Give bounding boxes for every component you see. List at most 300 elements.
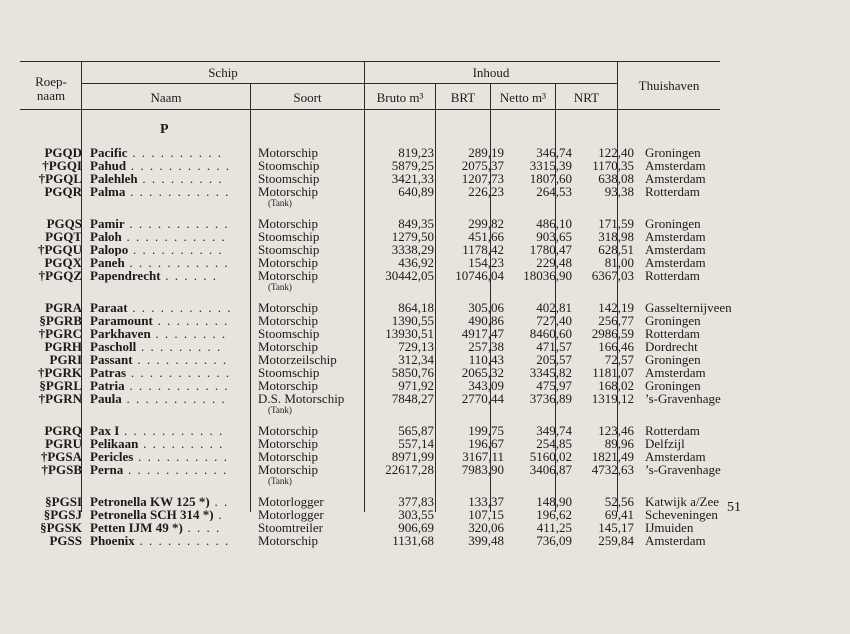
- home-port: Groningen: [645, 145, 701, 160]
- netto-m3: 736,09: [536, 533, 572, 548]
- call-sign: †PGRC: [38, 326, 82, 341]
- nrt-value: 256,77: [598, 313, 634, 328]
- call-sign: §PGSJ: [43, 507, 82, 522]
- ship-type: Motorschip: [258, 268, 318, 283]
- ship-type-cell: [254, 463, 368, 486]
- leader-dots: . .: [209, 495, 229, 508]
- ship-name: Paula: [90, 392, 122, 406]
- ship-type: Stoomschip: [258, 158, 320, 173]
- group-spacer: [20, 208, 745, 217]
- bruto-m3: 7848,27: [391, 391, 434, 406]
- ship-type: Motorzeilschip: [258, 352, 337, 367]
- netto-m3: 18036,90: [523, 268, 572, 283]
- brt-value: 107,15: [468, 507, 504, 522]
- call-sign: †PGQU: [37, 242, 82, 257]
- nrt-value: 628,51: [598, 242, 634, 257]
- ship-name-cell: [86, 340, 254, 353]
- tank-note: (Tank): [268, 405, 292, 415]
- brt-value: 2075,37: [461, 158, 504, 173]
- leader-dots: . . . . . . . .: [150, 327, 227, 340]
- page-number: 51: [727, 500, 741, 515]
- section-letter: P: [160, 122, 169, 137]
- leader-dots: . . . . . . . . . .: [128, 243, 224, 256]
- nrt-value: 638,08: [598, 171, 634, 186]
- header-naam: Naam: [150, 90, 182, 105]
- bruto-m3: 8971,99: [391, 449, 434, 464]
- ship-type: Motorschip: [258, 145, 318, 160]
- bruto-m3: 906,69: [398, 520, 434, 535]
- ship-name: Parkhaven: [90, 327, 151, 340]
- home-port: Amsterdam: [645, 449, 706, 464]
- table-row: [20, 353, 745, 366]
- ship-name-cell: [86, 366, 254, 379]
- ship-name: Pelikaan: [90, 437, 139, 450]
- table-row: [20, 172, 745, 185]
- netto-m3: 8460,60: [529, 326, 572, 341]
- brt-value: 7983,90: [461, 462, 504, 477]
- leader-dots: . . . . . . . .: [152, 314, 229, 327]
- leader-dots: . . . . . . . . .: [136, 340, 222, 353]
- nrt-value: 122,40: [598, 145, 634, 160]
- header-thuishaven: Thuishaven: [638, 78, 700, 93]
- leader-dots: . . . . . . . . . . .: [119, 424, 224, 437]
- home-port: Dordrecht: [645, 339, 698, 354]
- table-row: [20, 256, 745, 269]
- ship-name: Palopo: [90, 243, 129, 256]
- home-port: Groningen: [645, 216, 701, 231]
- table-row: [20, 392, 745, 415]
- brt-value: 320,06: [468, 520, 504, 535]
- home-port: Katwijk a/Zee: [645, 494, 719, 509]
- table-row: [20, 217, 745, 230]
- ship-name: Paloh: [90, 230, 122, 243]
- top-rule: [20, 61, 720, 62]
- ship-type-cell: [254, 269, 368, 292]
- netto-m3: 402,81: [536, 300, 572, 315]
- table-row: [20, 379, 745, 392]
- leader-dots: . . . . . . . . . .: [127, 146, 223, 159]
- brt-value: 199,75: [468, 423, 504, 438]
- bruto-m3: 819,23: [398, 145, 434, 160]
- table-row: [20, 146, 745, 159]
- home-port: Amsterdam: [645, 365, 706, 380]
- table-row: [20, 243, 745, 256]
- leader-dots: . . . . . . . . .: [138, 437, 224, 450]
- ship-type: Motorlogger: [258, 494, 324, 509]
- leader-dots: . . . . . . . . . . .: [124, 256, 230, 269]
- nrt-value: 1319,12: [591, 391, 634, 406]
- ship-type-cell: [254, 392, 368, 415]
- ship-name-cell: [86, 256, 254, 269]
- home-port: Rotterdam: [645, 326, 700, 341]
- ship-name: Petronella SCH 314 *): [90, 508, 214, 521]
- table-row: [20, 508, 745, 521]
- call-sign: †PGQL: [38, 171, 82, 186]
- home-port: Amsterdam: [645, 171, 706, 186]
- ship-name: Pax I: [90, 424, 120, 437]
- ship-name-cell: [86, 301, 254, 314]
- bruto-m3: 3421,33: [391, 171, 434, 186]
- ship-name-cell: [86, 495, 254, 508]
- netto-m3: 229,48: [536, 255, 572, 270]
- header-bruto: Bruto m³: [376, 90, 424, 105]
- table-row: [20, 366, 745, 379]
- ship-type: Motorschip: [258, 423, 318, 438]
- call-sign: §PGSK: [40, 520, 82, 535]
- nrt-value: 2986,59: [591, 326, 634, 341]
- leader-dots: . . . . . . . . . .: [134, 534, 230, 547]
- ship-name-cell: [86, 392, 254, 415]
- group-spacer: [20, 292, 745, 301]
- ship-type: Stoomschip: [258, 229, 320, 244]
- netto-m3: 205,57: [536, 352, 572, 367]
- netto-m3: 264,53: [536, 184, 572, 199]
- bruto-m3: 5850,76: [391, 365, 434, 380]
- call-sign: PGRI: [49, 352, 82, 367]
- home-port: Amsterdam: [645, 158, 706, 173]
- nrt-value: 142,19: [598, 300, 634, 315]
- bruto-m3: 22617,28: [385, 462, 434, 477]
- ship-type: D.S. Motorschip: [258, 391, 345, 406]
- tank-note: (Tank): [268, 198, 292, 208]
- table-row: [20, 534, 745, 547]
- call-sign: PGQR: [44, 184, 82, 199]
- nrt-value: 1181,07: [592, 365, 634, 380]
- home-port: Groningen: [645, 378, 701, 393]
- brt-value: 257,38: [468, 339, 504, 354]
- bruto-m3: 729,13: [398, 339, 434, 354]
- netto-m3: 5160,02: [529, 449, 572, 464]
- netto-m3: 1780,47: [529, 242, 572, 257]
- ship-type-cell: [254, 534, 368, 547]
- leader-dots: . . . . . . . . . .: [132, 353, 228, 366]
- netto-m3: 903,65: [536, 229, 572, 244]
- group-spacer: [20, 486, 745, 495]
- ship-type: Stoomschip: [258, 365, 320, 380]
- netto-m3: 486,10: [536, 216, 572, 231]
- bruto-m3: 849,35: [398, 216, 434, 231]
- leader-dots: . . . . . . . . . . .: [124, 379, 230, 392]
- bruto-m3: 312,34: [398, 352, 434, 367]
- ship-type: Motorschip: [258, 300, 318, 315]
- netto-m3: 411,25: [536, 520, 572, 535]
- bruto-m3: 557,14: [398, 436, 434, 451]
- call-sign: PGQS: [46, 216, 82, 231]
- table-row: [20, 269, 745, 292]
- ship-name-cell: [86, 217, 254, 230]
- ship-type: Motorschip: [258, 533, 318, 548]
- leader-dots: . . . . . . . . . .: [133, 450, 229, 463]
- home-port: Amsterdam: [645, 255, 706, 270]
- bruto-m3: 5879,25: [391, 158, 434, 173]
- brt-value: 399,48: [468, 533, 504, 548]
- leader-dots: . . . . . . . . . . .: [126, 366, 231, 379]
- brt-value: 305,06: [468, 300, 504, 315]
- table-row: [20, 340, 745, 353]
- ship-type: Motorschip: [258, 378, 318, 393]
- bruto-m3: 377,83: [398, 494, 434, 509]
- home-port: Rotterdam: [645, 184, 700, 199]
- ship-type-cell: [254, 185, 368, 208]
- header-brt: BRT: [450, 90, 476, 105]
- netto-m3: 3406,87: [529, 462, 572, 477]
- leader-dots: . . . . . .: [160, 269, 218, 283]
- ship-name-cell: [86, 521, 254, 534]
- leader-dots: . . . . . . . . . . .: [127, 301, 233, 314]
- ship-name: Palehleh: [90, 172, 138, 185]
- home-port: Scheveningen: [645, 507, 718, 522]
- nrt-value: 168,02: [598, 378, 634, 393]
- bruto-m3: 565,87: [398, 423, 434, 438]
- table-row: [20, 463, 745, 486]
- table-row: [20, 185, 745, 208]
- group-spacer: [20, 415, 745, 424]
- ship-name: Pascholl: [90, 340, 137, 353]
- ship-name: Pericles: [90, 450, 134, 463]
- bruto-m3: 436,92: [398, 255, 434, 270]
- nrt-value: 72,57: [604, 352, 634, 367]
- table-row: [20, 327, 745, 340]
- call-sign: PGSS: [49, 533, 82, 548]
- ship-name-cell: [86, 437, 254, 450]
- ship-type: Motorschip: [258, 184, 318, 199]
- home-port: Gasselternijveen: [645, 300, 732, 315]
- ship-name: Paramount: [90, 314, 153, 327]
- call-sign: †PGRK: [37, 365, 82, 380]
- ship-name: Petronella KW 125 *): [90, 495, 210, 508]
- ship-name-cell: [86, 463, 254, 486]
- bruto-m3: 30442,05: [385, 268, 434, 283]
- brt-value: 299,82: [468, 216, 504, 231]
- netto-m3: 3345,82: [529, 365, 572, 380]
- ship-name-cell: [86, 269, 254, 292]
- ship-type: Motorschip: [258, 313, 318, 328]
- leader-dots: . . . . . . . . . . .: [121, 230, 227, 243]
- table-row: [20, 437, 745, 450]
- ship-type: Stoomschip: [258, 171, 320, 186]
- call-sign: PGRH: [44, 339, 82, 354]
- ship-type: Motorschip: [258, 462, 318, 477]
- home-port: Rotterdam: [645, 268, 700, 283]
- tank-note: (Tank): [268, 282, 292, 292]
- table-row: [20, 424, 745, 437]
- leader-dots: . . . . . . . . . . .: [125, 185, 230, 199]
- brt-value: 196,67: [468, 436, 504, 451]
- netto-m3: 346,74: [536, 145, 572, 160]
- home-port: Groningen: [645, 313, 701, 328]
- brt-value: 2770,44: [461, 391, 504, 406]
- ship-type: Motorschip: [258, 339, 318, 354]
- nrt-value: 259,84: [598, 533, 634, 548]
- ship-name: Patras: [90, 366, 127, 379]
- table-row: [20, 159, 745, 172]
- nrt-value: 4732,63: [591, 462, 634, 477]
- tank-note: (Tank): [268, 476, 292, 486]
- call-sign: †PGSA: [40, 449, 82, 464]
- nrt-value: 6367,03: [591, 268, 634, 283]
- bruto-m3: 13930,51: [385, 326, 434, 341]
- nrt-value: 1821,49: [591, 449, 634, 464]
- call-sign: PGQT: [45, 229, 82, 244]
- call-sign: PGQD: [44, 145, 82, 160]
- home-port: IJmuiden: [645, 520, 694, 535]
- header-bottom-rule: [20, 109, 720, 110]
- ship-name-cell: [86, 327, 254, 340]
- netto-m3: 3736,89: [529, 391, 572, 406]
- brt-value: 110,43: [468, 352, 504, 367]
- ship-name-cell: [86, 314, 254, 327]
- home-port: Amsterdam: [645, 533, 706, 548]
- ship-name-cell: [86, 353, 254, 366]
- ship-name-cell: [86, 424, 254, 437]
- leader-dots: . . . . . . . . .: [137, 172, 224, 185]
- home-port: ’s-Gravenhage: [645, 391, 721, 406]
- call-sign: †PGRN: [38, 391, 82, 406]
- header-nrt: NRT: [573, 90, 600, 105]
- home-port: Amsterdam: [645, 242, 706, 257]
- nrt-value: 69,41: [604, 507, 634, 522]
- ship-name-cell: [86, 534, 254, 547]
- ship-type: Motorschip: [258, 255, 318, 270]
- brt-value: 490,86: [468, 313, 504, 328]
- leader-dots: . . . . . . . . . . .: [123, 463, 228, 477]
- netto-m3: 475,97: [536, 378, 572, 393]
- brt-value: 451,66: [468, 229, 504, 244]
- ship-name-cell: [86, 146, 254, 159]
- ship-type: Motorlogger: [258, 507, 324, 522]
- header-roepnaam: Roep- naam: [35, 74, 67, 103]
- brt-value: 10746,04: [455, 268, 504, 283]
- call-sign: PGRU: [45, 436, 82, 451]
- brt-value: 133,37: [468, 494, 504, 509]
- ship-type: Stoomschip: [258, 326, 320, 341]
- home-port: Amsterdam: [645, 229, 706, 244]
- home-port: Groningen: [645, 352, 701, 367]
- ship-type: Motorschip: [258, 436, 318, 451]
- brt-value: 2065,32: [461, 365, 504, 380]
- home-port: Rotterdam: [645, 423, 700, 438]
- bruto-m3: 3338,29: [391, 242, 434, 257]
- ship-name: Papendrecht: [90, 269, 161, 283]
- netto-m3: 349,74: [536, 423, 572, 438]
- netto-m3: 254,85: [536, 436, 572, 451]
- ship-name-cell: [86, 172, 254, 185]
- subheader-rule: [82, 83, 617, 84]
- nrt-value: 93,38: [604, 184, 634, 199]
- table-row: [20, 495, 745, 508]
- call-sign: §PGSI: [45, 494, 82, 509]
- leader-dots: . . . . . . . . . . .: [126, 159, 231, 172]
- netto-m3: 1807,60: [529, 171, 572, 186]
- table-row: [20, 230, 745, 243]
- brt-value: 154,23: [468, 255, 504, 270]
- call-sign: PGRQ: [44, 423, 82, 438]
- home-port: Delfzijl: [645, 436, 685, 451]
- header-soort: Soort: [293, 90, 322, 105]
- ship-name-cell: [86, 450, 254, 463]
- table-row: [20, 314, 745, 327]
- brt-value: 3167,11: [462, 449, 504, 464]
- call-sign: §PGRL: [39, 378, 82, 393]
- leader-dots: . . . . . . . . . . .: [124, 217, 230, 230]
- nrt-value: 81,00: [604, 255, 634, 270]
- ship-name: Palma: [90, 185, 126, 199]
- ship-name-cell: [86, 508, 254, 521]
- ship-type: Stoomschip: [258, 242, 320, 257]
- ship-name-cell: [86, 185, 254, 208]
- call-sign: §PGRB: [39, 313, 82, 328]
- ship-name: Phoenix: [90, 534, 135, 547]
- nrt-value: 52,56: [604, 494, 634, 509]
- table-row: [20, 301, 745, 314]
- ship-register-table: [20, 146, 745, 547]
- ship-name: Patria: [90, 379, 125, 392]
- ship-name: Paraat: [90, 301, 128, 314]
- nrt-value: 145,17: [598, 520, 634, 535]
- nrt-value: 318,98: [598, 229, 634, 244]
- table-row: [20, 450, 745, 463]
- brt-value: 4917,47: [461, 326, 504, 341]
- header-schip: Schip: [208, 65, 238, 80]
- netto-m3: 471,57: [536, 339, 572, 354]
- bruto-m3: 1131,68: [392, 533, 434, 548]
- brt-value: 1207,73: [461, 171, 504, 186]
- netto-m3: 3315,39: [529, 158, 572, 173]
- brt-value: 226,23: [468, 184, 504, 199]
- ship-type: Motorschip: [258, 449, 318, 464]
- ship-name: Pamir: [90, 217, 125, 230]
- ship-name-cell: [86, 230, 254, 243]
- ship-name-cell: [86, 379, 254, 392]
- bruto-m3: 1390,55: [391, 313, 434, 328]
- ship-name-cell: [86, 243, 254, 256]
- netto-m3: 196,62: [536, 507, 572, 522]
- table-row: [20, 521, 745, 534]
- bruto-m3: 303,55: [398, 507, 434, 522]
- leader-dots: . . . . . . . . . . .: [121, 392, 227, 406]
- nrt-value: 171,59: [598, 216, 634, 231]
- ship-name: Passant: [90, 353, 133, 366]
- call-sign: †PGQI: [42, 158, 82, 173]
- nrt-value: 89,96: [604, 436, 634, 451]
- ship-name: Petten IJM 49 *): [90, 521, 183, 534]
- ship-type: Stoomtreiler: [258, 520, 323, 535]
- nrt-value: 1170,35: [592, 158, 634, 173]
- nrt-value: 166,46: [598, 339, 634, 354]
- bruto-m3: 864,18: [398, 300, 434, 315]
- ship-name: Paneh: [90, 256, 125, 269]
- leader-dots: . . . .: [182, 521, 221, 534]
- bruto-m3: 640,89: [398, 184, 434, 199]
- call-sign: PGRA: [45, 300, 82, 315]
- ship-name: Pacific: [90, 146, 128, 159]
- bruto-m3: 1279,50: [391, 229, 434, 244]
- brt-value: 289,19: [468, 145, 504, 160]
- call-sign: †PGSB: [41, 462, 82, 477]
- bruto-m3: 971,92: [398, 378, 434, 393]
- nrt-value: 123,46: [598, 423, 634, 438]
- leader-dots: .: [213, 508, 224, 521]
- ship-type: Motorschip: [258, 216, 318, 231]
- netto-m3: 727,40: [536, 313, 572, 328]
- ship-name: Pahud: [90, 159, 127, 172]
- call-sign: †PGQZ: [38, 268, 82, 283]
- home-port: ’s-Gravenhage: [645, 462, 721, 477]
- ship-name-cell: [86, 159, 254, 172]
- brt-value: 1178,42: [462, 242, 504, 257]
- call-sign: PGQX: [44, 255, 82, 270]
- netto-m3: 148,90: [536, 494, 572, 509]
